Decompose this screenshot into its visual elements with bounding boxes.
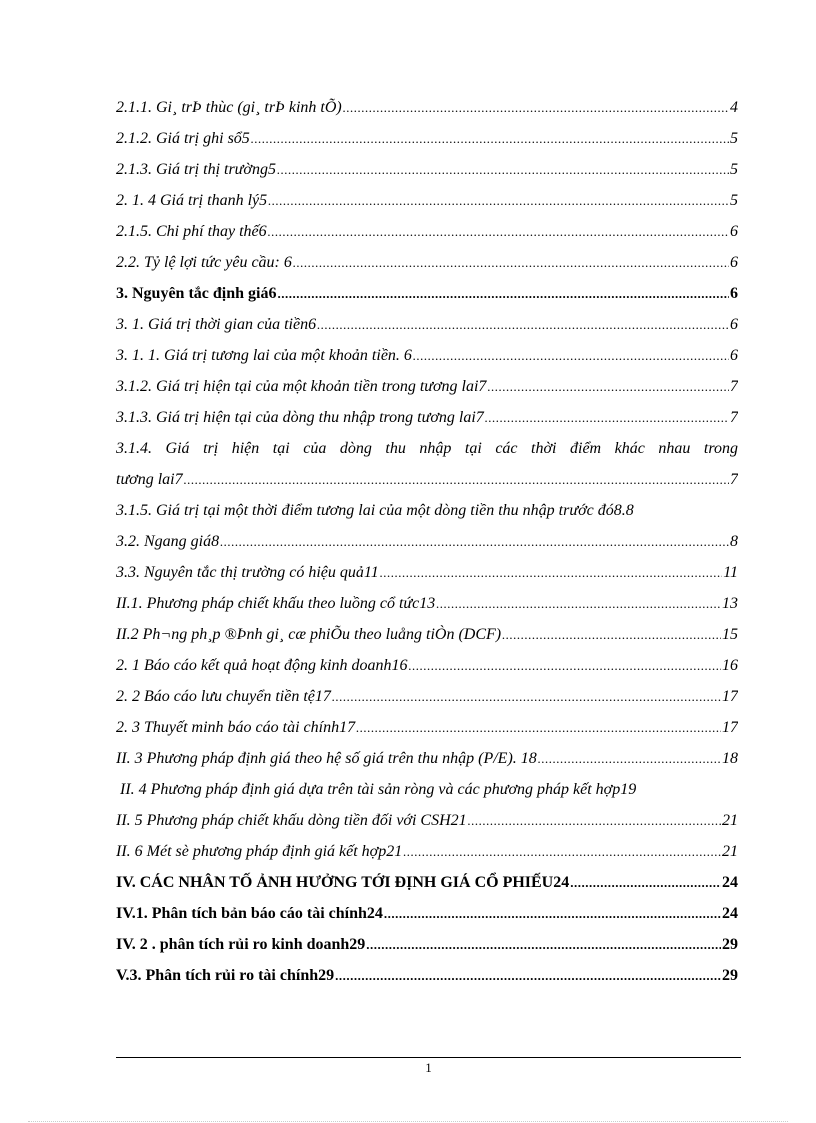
table-of-contents	[116, 92, 738, 991]
toc-entry[interactable]	[116, 836, 738, 867]
toc-leader-dots	[220, 526, 729, 557]
toc-entry-label: 3. 1. 1. Giá trị tương lai của một khoản tiền. 6	[116, 347, 412, 364]
toc-entry-label: II. 5 Phương pháp chiết khấu dòng tiền đối với CSH21	[116, 812, 467, 829]
toc-leader-dots	[413, 340, 729, 371]
toc-leader-dots	[184, 464, 729, 495]
toc-entry[interactable]	[116, 154, 738, 185]
toc-entry[interactable]	[116, 402, 738, 433]
toc-leader-dots	[366, 929, 721, 960]
toc-entry-page: 5	[730, 192, 738, 209]
toc-entry[interactable]	[116, 123, 738, 154]
toc-entry-label: 2. 1 Báo cáo kết quả hoạt động kinh doanh16	[116, 657, 408, 674]
toc-entry-page: 5	[730, 130, 738, 147]
page-number: 1	[425, 1060, 432, 1075]
toc-entry-label: IV.1. Phân tích bản báo cáo tài chính24	[116, 905, 383, 922]
toc-entry-multiline[interactable]	[116, 433, 738, 495]
toc-entry-page: 5	[730, 161, 738, 178]
toc-entry[interactable]	[116, 681, 738, 712]
toc-leader-dots	[251, 123, 729, 154]
toc-entry-page: 17	[722, 719, 738, 736]
toc-entry-label: 2. 2 Báo cáo lưu chuyển tiền tệ17	[116, 688, 331, 705]
toc-entry-label: II. 6 Mét sè phương pháp định giá kết hợp21	[116, 843, 403, 860]
toc-entry-label: II.1. Phương pháp chiết khấu theo luồng cổ tức13	[116, 595, 436, 612]
toc-entry-label: V.3. Phân tích rủi ro tài chính29	[116, 967, 335, 984]
toc-entry-label: 2.1.1. Gi¸ trÞ thùc (gi¸ trÞ kinh tÕ)	[116, 99, 342, 116]
toc-entry-page: 21	[722, 812, 738, 829]
toc-entry-page: 11	[723, 564, 738, 581]
toc-leader-dots	[468, 805, 721, 836]
toc-entry-page: 17	[722, 688, 738, 705]
toc-leader-dots	[356, 712, 721, 743]
toc-leader-dots	[485, 402, 729, 433]
toc-entry[interactable]	[116, 495, 738, 526]
toc-entry[interactable]	[116, 278, 738, 309]
toc-entry[interactable]	[116, 805, 738, 836]
toc-entry-label: II.2 Ph¬ng ph¸p ®Þnh gi¸ cæ phiÕu theo luång tiÒn (DCF)	[116, 626, 502, 643]
toc-entry-page: 24	[722, 874, 738, 891]
toc-entry-label: IV. CÁC NHÂN TỐ ẢNH HƯỞNG TỚI ĐỊNH GIÁ CỔ PHIẾU24	[116, 874, 570, 891]
toc-leader-dots	[268, 185, 729, 216]
toc-entry[interactable]	[116, 371, 738, 402]
toc-entry-label: 3.1.4. Giá trị hiện tại của dòng thu nhập tại các thời điểm khác nhau trong	[116, 440, 738, 457]
toc-entry[interactable]	[116, 898, 738, 929]
toc-entry[interactable]	[116, 650, 738, 681]
toc-entry-page: 21	[722, 843, 738, 860]
toc-leader-dots	[487, 371, 729, 402]
footer-divider	[116, 1057, 741, 1058]
toc-leader-dots	[268, 216, 729, 247]
toc-entry-label: II. 4 Phương pháp định giá dựa trên tài sản ròng và các phương pháp kết hợp19	[120, 781, 637, 798]
toc-leader-dots	[570, 867, 721, 898]
toc-entry-page: 4	[730, 99, 738, 116]
toc-entry[interactable]	[116, 340, 738, 371]
toc-entry[interactable]	[116, 712, 738, 743]
toc-entry-page: 24	[722, 905, 738, 922]
toc-entry-label: 3.1.5. Giá trị tại một thời điểm tương lai của một dòng tiền thu nhập trước đó8	[116, 502, 622, 519]
toc-entry-page: 15	[722, 626, 738, 643]
toc-entry[interactable]	[116, 619, 738, 650]
toc-leader-dots	[436, 588, 721, 619]
toc-entry-label-continued: tương lai7	[116, 471, 183, 488]
toc-entry-page: 6	[730, 347, 738, 364]
toc-leader-dots	[317, 309, 729, 340]
toc-entry-label: 2. 1. 4 Giá trị thanh lý5	[116, 192, 268, 209]
toc-entry-label: 3.3. Nguyên tắc thị trường có hiệu quả11	[116, 564, 379, 581]
toc-leader-dots	[335, 960, 721, 991]
toc-leader-dots	[409, 650, 721, 681]
toc-entry-page: 6	[730, 316, 738, 333]
toc-entry-label: 3.1.3. Giá trị hiện tại của dòng thu nhập trong tương lai7	[116, 409, 484, 426]
toc-entry-label: 3. Nguyên tắc định giá6	[116, 285, 277, 302]
toc-leader-dots	[332, 681, 721, 712]
toc-entry-label: 2.1.3. Giá trị thị trường5	[116, 161, 276, 178]
toc-entry-label: 3.2. Ngang giá8	[116, 533, 220, 550]
toc-entry[interactable]	[116, 557, 738, 588]
toc-leader-dots	[502, 619, 721, 650]
toc-leader-dots	[293, 247, 729, 278]
toc-entry[interactable]	[116, 247, 738, 278]
toc-leader-dots	[277, 154, 729, 185]
toc-entry-label: 3.1.2. Giá trị hiện tại của một khoản tiền trong tương lai7	[116, 378, 487, 395]
toc-entry[interactable]	[116, 960, 738, 991]
toc-leader-dots	[384, 898, 721, 929]
page-edge-dotted-line	[28, 1121, 788, 1122]
toc-leader-dots	[380, 557, 722, 588]
toc-entry[interactable]	[116, 216, 738, 247]
toc-entry-page: 8	[730, 533, 738, 550]
toc-entry-page: 7	[730, 471, 738, 488]
toc-entry-label: 3. 1. Giá trị thời gian của tiền6	[116, 316, 317, 333]
toc-entry-label: 2.2. Tỷ lệ lợi tức yêu cầu: 6	[116, 254, 292, 271]
toc-entry-page: 29	[722, 936, 738, 953]
toc-leader-dots	[403, 836, 721, 867]
toc-entry-page: 6	[730, 254, 738, 271]
toc-entry-page: 7	[730, 409, 738, 426]
toc-entry[interactable]	[116, 526, 738, 557]
toc-entry-page: 6	[730, 285, 738, 302]
toc-entry[interactable]	[116, 774, 738, 805]
toc-entry-page: 29	[722, 967, 738, 984]
toc-entry[interactable]	[116, 309, 738, 340]
toc-entry-label: II. 3 Phương pháp định giá theo hệ số giá trên thu nhập (P/E). 18	[116, 750, 537, 767]
toc-entry-page: 18	[722, 750, 738, 767]
toc-entry[interactable]	[116, 743, 738, 774]
toc-leader-dots	[538, 743, 721, 774]
toc-entry-label: IV. 2 . phân tích rủi ro kinh doanh29	[116, 936, 366, 953]
toc-entry-page: 7	[730, 378, 738, 395]
toc-entry[interactable]	[116, 588, 738, 619]
toc-entry[interactable]	[116, 929, 738, 960]
toc-entry[interactable]	[116, 867, 738, 898]
toc-leader-dots	[343, 92, 729, 123]
toc-entry[interactable]	[116, 92, 738, 123]
toc-leader-dots	[277, 278, 729, 309]
toc-entry-label: 2.1.5. Chi phí thay thế6	[116, 223, 267, 240]
toc-entry-page: 13	[722, 595, 738, 612]
toc-entry-page: .8	[621, 502, 634, 519]
toc-entry-page: 16	[722, 657, 738, 674]
toc-entry-label: 2.1.2. Giá trị ghi sổ5	[116, 130, 250, 147]
toc-entry-label: 2. 3 Thuyết minh báo cáo tài chính17	[116, 719, 356, 736]
toc-entry-page: 6	[730, 223, 738, 240]
toc-entry[interactable]	[116, 185, 738, 216]
